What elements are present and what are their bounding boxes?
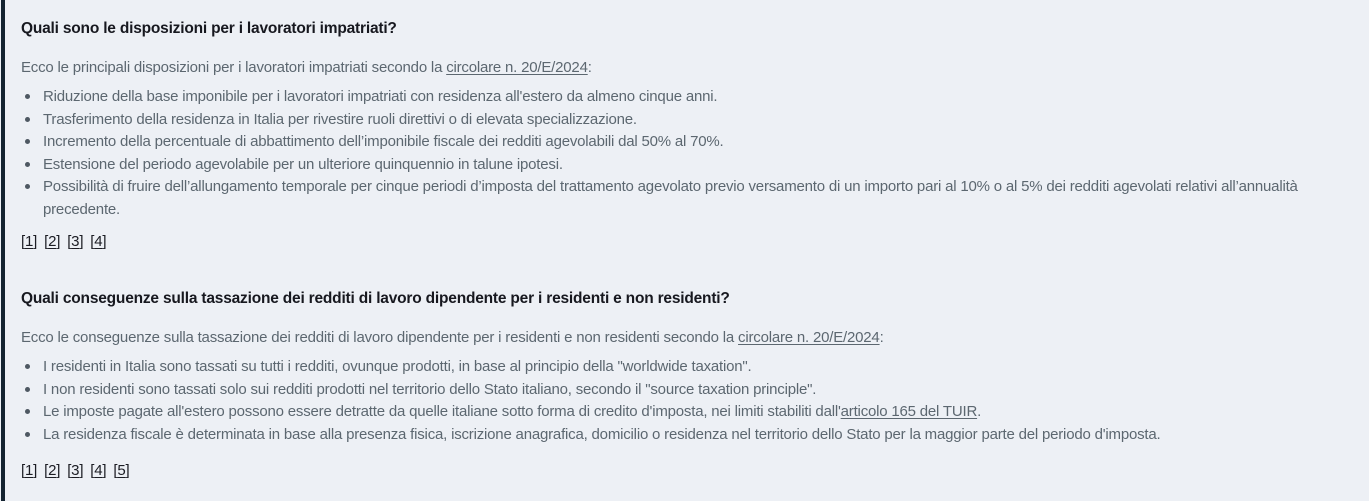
list-item bbox=[21, 131, 1355, 154]
bullet-icon bbox=[25, 184, 30, 189]
bullet-icon bbox=[25, 409, 30, 414]
bullet-list bbox=[21, 86, 1355, 221]
tuir-link[interactable]: articolo 165 del TUIR bbox=[840, 403, 978, 420]
citation-number: 1 bbox=[24, 462, 34, 479]
citation-number: 1 bbox=[24, 233, 34, 250]
citation-link[interactable] bbox=[44, 460, 60, 482]
bullet-text: Possibilità di fruire dell’allungamento temporale per cinque periodi d’imposta del trattamento agevolato previo versamento di un importo pari al 10% o al 5% dei redditi agevolati relativi all’annualità precedente. bbox=[43, 178, 1298, 218]
bullet-text: Trasferimento della residenza in Italia per rivestire ruoli direttivi o di elevata specializzazione. bbox=[43, 110, 637, 128]
bullet-icon bbox=[25, 117, 30, 122]
left-accent-bar bbox=[1, 0, 5, 501]
bullet-text: Riduzione della base imponibile per i lavoratori impatriati con residenza all'estero da almeno cinque anni. bbox=[43, 88, 718, 105]
bullet-text: I residenti in Italia sono tassati su tutti i redditi, ovunque prodotti, in base al principio della "worldwide taxation". bbox=[43, 358, 752, 375]
citation-list bbox=[21, 460, 1355, 482]
bullet-text-suffix: . bbox=[977, 403, 982, 420]
bullet-text-prefix: Le imposte pagate all'estero possono essere detratte da quelle italiane sotto forma di credito d'imposta, nei limiti stabiliti dall' bbox=[43, 403, 841, 420]
bullet-text bbox=[43, 401, 1355, 424]
bullet-icon bbox=[25, 94, 30, 99]
faq-section bbox=[21, 20, 1355, 253]
intro-suffix: : bbox=[879, 329, 884, 346]
list-item bbox=[21, 424, 1355, 447]
answer-intro bbox=[21, 57, 1355, 79]
bullet-text: Estensione del periodo agevolabile per un ulteriore quinquennio in talune ipotesi. bbox=[43, 155, 563, 173]
citation-link[interactable] bbox=[21, 231, 37, 253]
bullet-icon bbox=[25, 364, 30, 369]
citation-list bbox=[21, 231, 1355, 253]
bullet-text: Incremento della percentuale di abbattimento dell’imponibile fiscale dei redditi agevolabili dal 50% al 70%. bbox=[43, 133, 724, 150]
citation-link[interactable] bbox=[90, 231, 106, 253]
citation-number: 3 bbox=[71, 233, 80, 250]
bullet-icon bbox=[25, 162, 30, 167]
citation-link[interactable] bbox=[44, 231, 60, 253]
circolare-link[interactable]: circolare n. 20/E/2024 bbox=[446, 59, 588, 76]
citation-link[interactable] bbox=[67, 460, 83, 482]
bullet-list bbox=[21, 356, 1355, 446]
bullet-text: I non residenti sono tassati solo sui redditi prodotti nel territorio dello Stato italiano, secondo il "source taxation principle". bbox=[43, 380, 817, 398]
citation-link[interactable] bbox=[113, 460, 129, 482]
question-heading: Quali sono le disposizioni per i lavoratori impatriati? bbox=[21, 20, 397, 37]
intro-suffix: : bbox=[587, 59, 592, 76]
list-item bbox=[21, 86, 1355, 109]
citation-number: 4 bbox=[94, 233, 103, 250]
citation-link[interactable] bbox=[90, 460, 106, 482]
intro-text: Ecco le conseguenze sulla tassazione dei redditi di lavoro dipendente per i residenti e non residenti secondo la bbox=[21, 329, 739, 346]
citation-number: 2 bbox=[48, 462, 57, 479]
bullet-icon bbox=[25, 432, 30, 437]
bullet-icon bbox=[25, 139, 30, 144]
citation-number: 4 bbox=[94, 462, 103, 479]
faq-section bbox=[21, 290, 1355, 482]
question-heading: Quali conseguenze sulla tassazione dei redditi di lavoro dipendente per i residenti e non residenti? bbox=[21, 290, 730, 307]
circolare-link[interactable]: circolare n. 20/E/2024 bbox=[738, 329, 880, 346]
citation-number: 5 bbox=[117, 462, 126, 479]
citation-number: 2 bbox=[48, 233, 57, 250]
list-item bbox=[21, 356, 1355, 379]
bullet-text: La residenza fiscale è determinata in base alla presenza fisica, iscrizione anagrafica, domicilio o residenza nel territorio dello Stato per la maggior parte del periodo d'imposta. bbox=[43, 425, 1161, 443]
list-item bbox=[21, 379, 1355, 402]
citation-link[interactable] bbox=[67, 231, 83, 253]
list-item bbox=[21, 154, 1355, 177]
bullet-icon bbox=[25, 387, 30, 392]
answer-intro bbox=[21, 327, 1355, 349]
list-item bbox=[21, 176, 1355, 221]
intro-text: Ecco le principali disposizioni per i lavoratori impatriati secondo la bbox=[21, 59, 447, 76]
list-item bbox=[21, 109, 1355, 132]
citation-number: 3 bbox=[71, 462, 80, 479]
list-item bbox=[21, 401, 1355, 424]
citation-link[interactable] bbox=[21, 460, 37, 482]
